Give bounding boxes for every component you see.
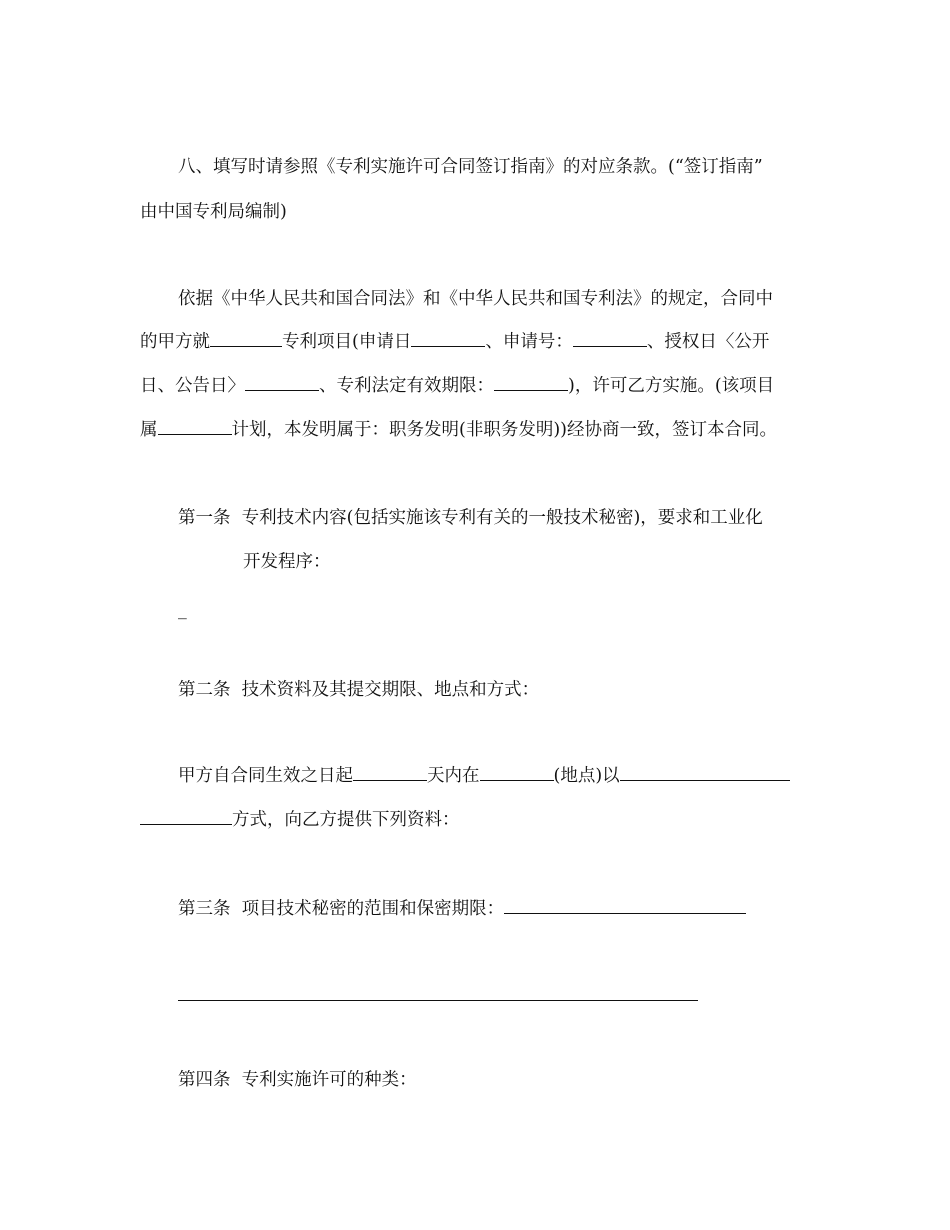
article4-heading: 第四条 专利实施许可的种类： — [178, 1070, 417, 1090]
secret-scope-blank-line-2[interactable] — [178, 1000, 698, 1001]
note-line-1: 八、填写时请参照《专利实施许可合同签订指南》的对应条款。(“签订指南” — [178, 157, 763, 177]
application-number-blank[interactable] — [573, 330, 647, 347]
preamble-text: 、专利法定有效期限： — [319, 376, 494, 396]
preamble-text: 属 — [140, 420, 158, 440]
secret-scope-blank[interactable] — [504, 897, 746, 914]
location-blank[interactable] — [480, 764, 554, 781]
method-blank-part-2[interactable] — [140, 808, 232, 825]
method-blank-part-1[interactable] — [620, 764, 790, 781]
article1-line-2: 开发程序： — [243, 552, 331, 572]
plan-name-blank[interactable] — [158, 418, 232, 435]
preamble-text: 、授权日〈公开 — [646, 332, 770, 352]
article2-text: (地点)以 — [553, 766, 620, 786]
article3-line-1 — [178, 897, 858, 921]
grant-date-blank[interactable] — [245, 374, 319, 391]
preamble-text: 计划，本发明属于：职务发明(非职务发明))经协商一致，签订本合同。 — [231, 420, 777, 440]
preamble-line-2 — [140, 330, 820, 354]
preamble-text: 的甲方就 — [140, 332, 210, 352]
article2-line-1 — [178, 764, 858, 788]
article2-heading: 第二条 技术资料及其提交期限、地点和方式： — [178, 680, 540, 700]
preamble-line-3 — [140, 374, 820, 398]
validity-period-blank[interactable] — [494, 374, 568, 391]
article1-line-1: 第一条 专利技术内容(包括实施该专利有关的一般技术秘密)，要求和工业化 — [178, 508, 763, 528]
article2-line-2 — [140, 808, 820, 832]
days-blank[interactable] — [353, 764, 427, 781]
article1-fill-mark[interactable]: _ — [178, 600, 187, 620]
preamble-text: 、申请号： — [485, 332, 573, 352]
preamble-text: 专利项目(申请日 — [282, 332, 412, 352]
preamble-text: )，许可乙方实施。(该项目 — [568, 376, 775, 396]
article2-text: 方式，向乙方提供下列资料： — [232, 810, 460, 830]
preamble-line-4 — [140, 418, 820, 442]
article2-text: 天内在 — [427, 766, 480, 786]
note-line-2: 由中国专利局编制) — [140, 202, 287, 222]
article3-heading: 第三条 项目技术秘密的范围和保密期限： — [178, 899, 505, 919]
patent-name-blank[interactable] — [210, 330, 282, 347]
application-date-blank[interactable] — [411, 330, 485, 347]
preamble-line-1: 依据《中华人民共和国合同法》和《中华人民共和国专利法》的规定，合同中 — [178, 289, 773, 309]
article2-text: 甲方自合同生效之日起 — [178, 766, 353, 786]
preamble-text: 日、公告日〉 — [140, 376, 245, 396]
